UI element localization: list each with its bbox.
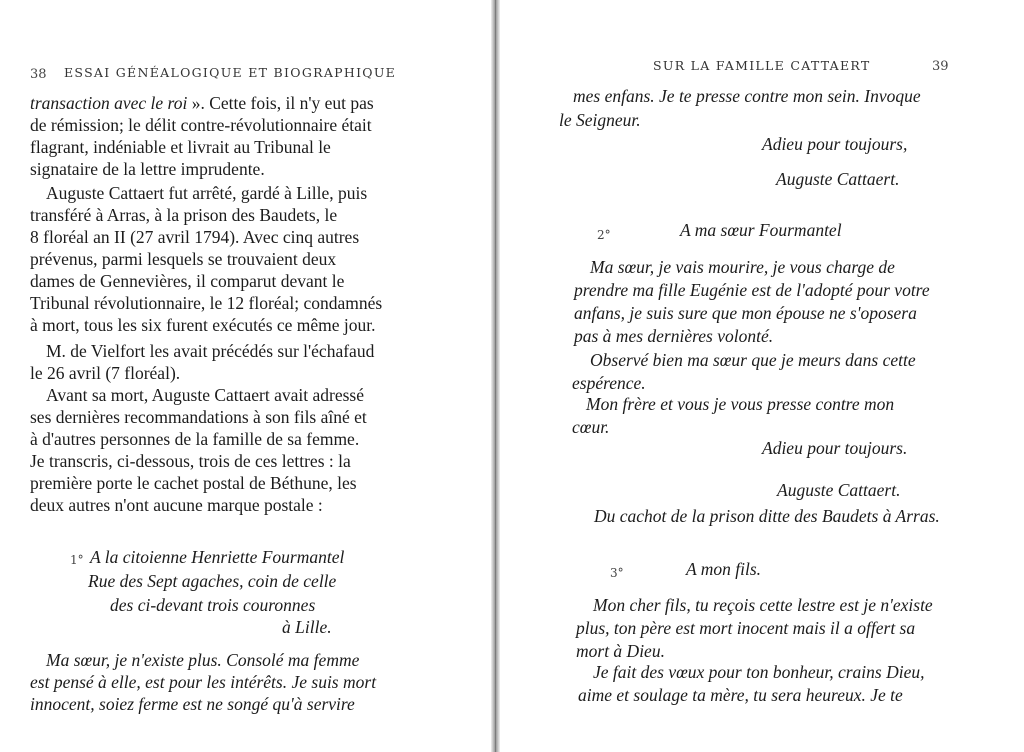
letter-1-address-line: A la citoienne Henriette Fourmantel [90, 547, 345, 567]
text-line: à d'autres personnes de la famille de sa femme. [30, 429, 360, 449]
text-line: deux autres n'ont aucune marque postale : [30, 495, 323, 515]
letter-2-body-line: pas à mes dernières volonté. [574, 326, 774, 346]
letter-1-body-line: est pensé à elle, est pour les intérêts. Je suis mort [30, 672, 377, 692]
text-line: Auguste Cattaert fut arrêté, gardé à Lille, puis [46, 183, 368, 203]
text-line: première porte le cachet postal de Béthune, les [30, 473, 357, 493]
text-line: Avant sa mort, Auguste Cattaert avait adressé [46, 385, 364, 405]
book-gutter [491, 0, 500, 752]
signature-2: Auguste Cattaert. [777, 480, 901, 500]
letter-3-body-line: plus, ton père est mort inocent mais il a offert sa [576, 618, 916, 638]
text-line: flagrant, indéniable et livrait au Tribunal le [30, 137, 331, 157]
continuation-line: le Seigneur. [559, 110, 641, 130]
continuation-line: mes enfans. Je te presse contre mon sein. Invoque [573, 86, 921, 106]
letter-1-address-line: Rue des Sept agaches, coin de celle [88, 571, 337, 591]
letter-3-ordinal: 3° [610, 566, 624, 580]
letter-2-ordinal: 2° [597, 228, 611, 242]
left-page [0, 0, 492, 752]
running-head-left: ESSAI GÉNÉALOGIQUE ET BIOGRAPHIQUE [64, 65, 397, 80]
letter-1-body-line: innocent, soiez ferme est ne songé qu'à servire [30, 694, 355, 714]
text-line: à mort, tous les six furent exécutés ce même jour. [30, 315, 376, 335]
page-number-left: 38 [30, 67, 47, 82]
letter-1-ordinal: 1° [70, 553, 84, 567]
text-line: M. de Vielfort les avait précédés sur l'échafaud [46, 341, 375, 361]
right-page [500, 0, 1024, 752]
text-line: le 26 avril (7 floréal). [30, 363, 181, 383]
text-line: Tribunal révolutionnaire, le 12 floréal; condamnés [30, 293, 383, 313]
letter-2-body-line: anfans, je suis sure que mon épouse ne s'oposera [574, 303, 917, 323]
text-line: signataire de la lettre imprudente. [30, 159, 265, 179]
running-head-right: SUR LA FAMILLE CATTAERT [653, 58, 871, 73]
letter-3-body-line: Mon cher fils, tu reçois cette lestre est je n'existe [593, 595, 933, 615]
letter-3-heading: A mon fils. [686, 559, 762, 579]
letter-2-body-line: espérence. [572, 373, 646, 393]
text-line: prévenus, parmi lesquels se trouvaient deux [30, 249, 337, 269]
text-line: Je transcris, ci-dessous, trois de ces lettres : la [30, 451, 351, 471]
letter-2-heading: A ma sœur Fourmantel [680, 220, 842, 240]
letter-1-body-line: Ma sœur, je n'existe plus. Consolé ma femme [46, 650, 360, 670]
text-line: dames de Gennevières, il comparut devant le [30, 271, 345, 291]
letter-2-body-line: prendre ma fille Eugénie est de l'adopté pour votre [574, 280, 930, 300]
letter-3-body-line: Je fait des vœux pour ton bonheur, crains Dieu, [593, 662, 925, 682]
letter-2-body-line: Mon frère et vous je vous presse contre mon [586, 394, 895, 414]
signature-1: Auguste Cattaert. [776, 169, 900, 189]
text-line: de rémission; le délit contre-révolutionnaire était [30, 115, 372, 135]
text-line: 8 floréal an II (27 avril 1794). Avec cinq autres [30, 227, 360, 247]
farewell-1: Adieu pour toujours, [762, 134, 908, 154]
text-line: transféré à Arras, à la prison des Baudets, le [30, 205, 338, 225]
letter-3-body-line: mort à Dieu. [576, 641, 665, 661]
text-line: transaction avec le roi ». Cette fois, il n'y eut pas [30, 93, 374, 113]
letter-3-body-line: aime et soulage ta mère, tu sera heureux. Je te [578, 685, 903, 705]
letter-2-place: Du cachot de la prison ditte des Baudets à Arras. [594, 506, 940, 526]
text-line: ses dernières recommandations à son fils aîné et [30, 407, 367, 427]
letter-2-body-line: Observé bien ma sœur que je meurs dans cette [590, 350, 916, 370]
farewell-2: Adieu pour toujours. [762, 438, 908, 458]
page-number-right: 39 [932, 59, 949, 74]
letter-1-address-line: des ci-devant trois couronnes [110, 595, 316, 615]
letter-2-body-line: cœur. [572, 417, 610, 437]
letter-1-address-line: à Lille. [282, 617, 332, 637]
letter-2-body-line: Ma sœur, je vais mourire, je vous charge de [590, 257, 895, 277]
